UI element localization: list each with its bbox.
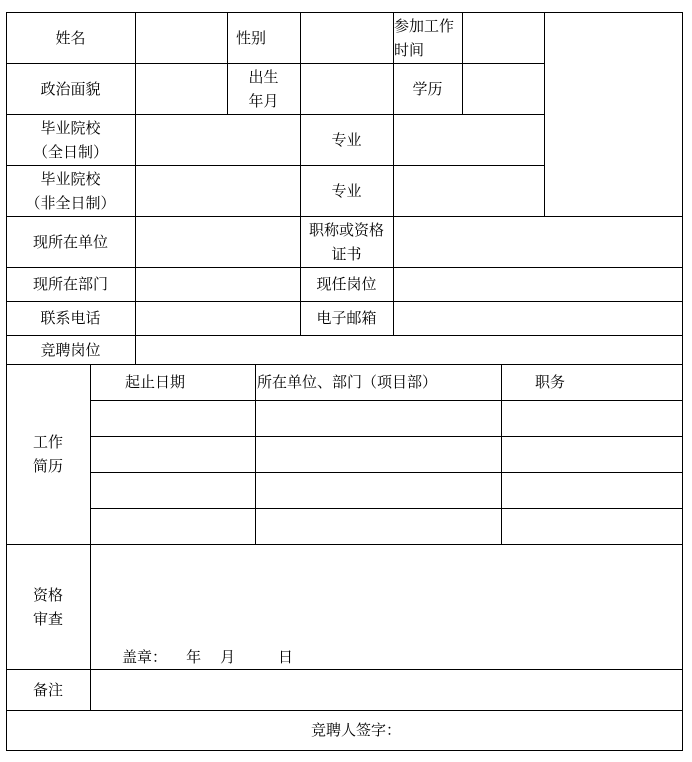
current-unit-label: 现所在单位 [32, 232, 108, 251]
history-header-dates: 起止日期 [124, 373, 185, 391]
current-dept-label: 现所在部门 [32, 275, 108, 293]
gender-label: 性别 [235, 28, 266, 47]
major-field-parttime[interactable] [394, 166, 544, 216]
history-header-position: 职务 [534, 373, 565, 391]
signature-label: 竞聘人签字： [310, 721, 401, 739]
work-start-label: 参加工作 时间 [394, 16, 455, 59]
history-row-3-dates[interactable] [91, 473, 255, 508]
title-cert-label: 职称或资格 证书 [308, 220, 384, 263]
school-fulltime-label: 毕业院校 （全日制） [32, 118, 108, 161]
history-row-1-dates[interactable] [91, 401, 255, 436]
political-label: 政治面貌 [40, 79, 101, 98]
current-post-field[interactable] [394, 268, 682, 301]
name-label: 姓名 [55, 28, 86, 47]
major-label-parttime: 专业 [331, 181, 362, 200]
gender-field[interactable] [301, 13, 393, 63]
political-field[interactable] [136, 64, 227, 114]
qualification-field[interactable] [91, 545, 682, 645]
email-field[interactable] [394, 302, 682, 335]
history-row-1-position[interactable] [502, 401, 682, 436]
current-unit-field[interactable] [136, 217, 300, 267]
remarks-field[interactable] [91, 670, 682, 710]
history-row-3-unit[interactable] [256, 473, 501, 508]
education-field[interactable] [463, 64, 544, 114]
school-parttime-label: 毕业院校 （非全日制） [25, 169, 116, 212]
education-label: 学历 [412, 79, 443, 98]
email-label: 电子邮箱 [316, 309, 377, 327]
major-label-fulltime: 专业 [331, 130, 362, 149]
history-row-2-position[interactable] [502, 437, 682, 472]
target-post-label: 竞聘岗位 [40, 340, 101, 359]
qualification-label: 资格 审查 [32, 585, 63, 628]
history-row-2-unit[interactable] [256, 437, 501, 472]
title-cert-field[interactable] [394, 217, 682, 267]
border-bottom [6, 750, 683, 751]
border-right [682, 12, 683, 751]
stamp-line: 盖章： 年 月 日 [122, 648, 294, 666]
history-row-4-position[interactable] [502, 509, 682, 544]
phone-field[interactable] [136, 302, 300, 335]
history-row-1-unit[interactable] [256, 401, 501, 436]
birth-field[interactable] [301, 64, 393, 114]
target-post-field[interactable] [136, 336, 682, 364]
current-post-label: 现任岗位 [316, 275, 377, 293]
remarks-label: 备注 [32, 680, 63, 699]
photo-area[interactable] [545, 13, 682, 216]
history-row-2-dates[interactable] [91, 437, 255, 472]
history-row-3-position[interactable] [502, 473, 682, 508]
major-field-fulltime[interactable] [394, 115, 544, 165]
birth-label: 出生 年月 [248, 67, 279, 110]
history-row-4-unit[interactable] [256, 509, 501, 544]
phone-label: 联系电话 [40, 309, 101, 327]
school-fulltime-field[interactable] [136, 115, 300, 165]
history-header-unit: 所在单位、部门（项目部） [257, 373, 438, 391]
history-row-4-dates[interactable] [91, 509, 255, 544]
work-history-label: 工作 简历 [32, 433, 63, 475]
work-start-field[interactable] [463, 13, 544, 63]
school-parttime-field[interactable] [136, 166, 300, 216]
current-dept-field[interactable] [136, 268, 300, 301]
